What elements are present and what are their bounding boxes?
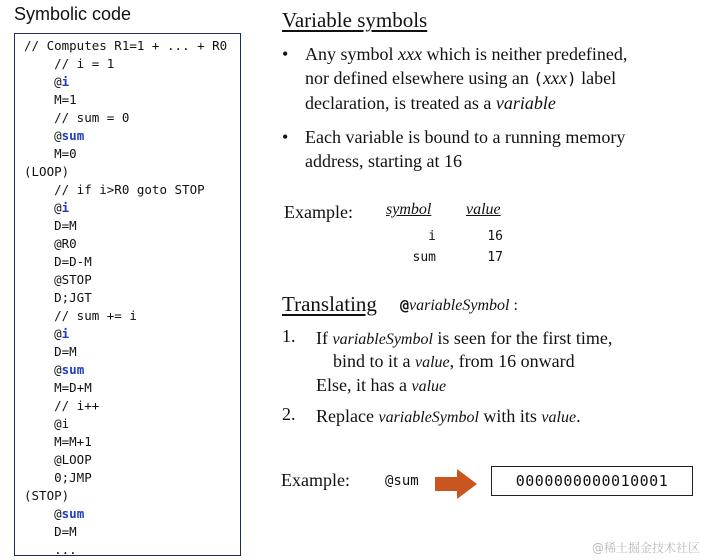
code-line — [24, 235, 77, 253]
binary-result-box: 0000000000010001 — [491, 466, 693, 496]
code-line — [24, 523, 77, 541]
code-text: D=M — [24, 524, 77, 539]
bullet-dot-1: • — [282, 44, 289, 64]
code-text: @STOP — [24, 272, 92, 287]
variable-symbol: sum — [61, 506, 85, 521]
code-line — [24, 91, 77, 109]
code-line — [24, 127, 84, 145]
code-text: M=D+M — [24, 380, 92, 395]
code-line — [24, 289, 92, 307]
code-text: D=D-M — [24, 254, 92, 269]
symbolic-code-title: Symbolic code — [14, 4, 132, 24]
code-line — [24, 433, 92, 451]
code-text: // i++ — [24, 398, 100, 413]
step-2-text: Replace variableSymbol with its value. — [316, 406, 581, 426]
variable-symbol: sum — [61, 362, 85, 377]
code-text: M=M+1 — [24, 434, 92, 449]
code-text: // Computes R1=1 + ... + R0 — [24, 38, 228, 53]
variable-symbol: i — [61, 74, 70, 89]
example-2-label: Example: — [281, 470, 350, 490]
code-text: ... — [24, 542, 77, 557]
code-text: // if i>R0 goto STOP — [24, 182, 205, 197]
example-2-code: @sum — [385, 473, 419, 489]
step-2-number: 2. — [282, 404, 296, 424]
code-text: D=M — [24, 218, 77, 233]
code-text: @LOOP — [24, 452, 92, 467]
bullet-1-text: Any symbol xxx which is neither predefined, nor defined elsewhere using an (xxx) label declaration, is treated as a variable — [305, 44, 628, 113]
code-line — [24, 73, 69, 91]
variable-symbol: sum — [61, 128, 85, 143]
step-1-number: 1. — [282, 326, 296, 346]
value-cell-2: 17 — [487, 250, 503, 265]
step-1-line-2: bind to it a value, from 16 onward — [333, 351, 575, 371]
translating-title: Translating — [282, 292, 377, 316]
step-1-line-3: Else, it has a value — [316, 375, 447, 395]
code-text: @ — [24, 362, 62, 377]
bullet-2-text: Each variable is bound to a running memory address, starting at 16 — [305, 127, 626, 171]
translating-subject: @variableSymbol : — [400, 296, 518, 314]
code-text: // i = 1 — [24, 56, 115, 71]
value-cell-1: 16 — [487, 229, 503, 244]
code-line — [24, 109, 129, 127]
example-label: Example: — [284, 202, 353, 222]
code-text: @ — [24, 74, 62, 89]
code-line — [24, 397, 99, 415]
variable-symbol: i — [61, 326, 70, 341]
symbol-cell-2: sum — [412, 250, 436, 265]
code-text: @ — [24, 326, 62, 341]
variable-symbol: i — [61, 200, 70, 215]
code-line — [24, 505, 84, 523]
code-line — [24, 181, 205, 199]
code-line — [24, 325, 69, 343]
code-line — [24, 217, 77, 235]
code-text: D;JGT — [24, 290, 92, 305]
code-line — [24, 415, 69, 433]
code-text: @ — [24, 128, 62, 143]
code-line — [24, 361, 84, 379]
code-text: (STOP) — [24, 488, 70, 503]
code-text: @i — [24, 416, 70, 431]
code-line — [24, 199, 69, 217]
code-line — [24, 55, 114, 73]
code-text: @R0 — [24, 236, 77, 251]
symbol-column-header: symbol — [386, 201, 432, 218]
code-line — [24, 379, 92, 397]
code-line — [24, 253, 92, 271]
code-text: D=M — [24, 344, 77, 359]
watermark: @稀土掘金技术社区 — [591, 541, 700, 555]
code-text: // sum = 0 — [24, 110, 130, 125]
right-arrow-icon — [435, 469, 477, 499]
code-line — [24, 163, 69, 181]
symbol-cell-1: i — [428, 229, 436, 244]
code-box — [14, 33, 241, 556]
code-line — [24, 451, 92, 469]
bullet-dot-2: • — [282, 127, 289, 147]
code-line — [24, 145, 77, 163]
code-text: (LOOP) — [24, 164, 70, 179]
step-1-line-1: If variableSymbol is seen for the first time, — [316, 328, 613, 348]
code-text: M=1 — [24, 92, 77, 107]
code-text: // sum += i — [24, 308, 137, 323]
code-text: @ — [24, 200, 62, 215]
code-line — [24, 37, 227, 55]
code-line — [24, 271, 92, 289]
code-text: M=0 — [24, 146, 77, 161]
code-line — [24, 307, 137, 325]
code-text: 0;JMP — [24, 470, 92, 485]
code-line — [24, 541, 77, 559]
code-line — [24, 469, 92, 487]
variable-symbols-title: Variable symbols — [282, 8, 428, 32]
value-column-header: value — [466, 201, 501, 218]
code-text: @ — [24, 506, 62, 521]
code-line — [24, 487, 69, 505]
code-line — [24, 343, 77, 361]
